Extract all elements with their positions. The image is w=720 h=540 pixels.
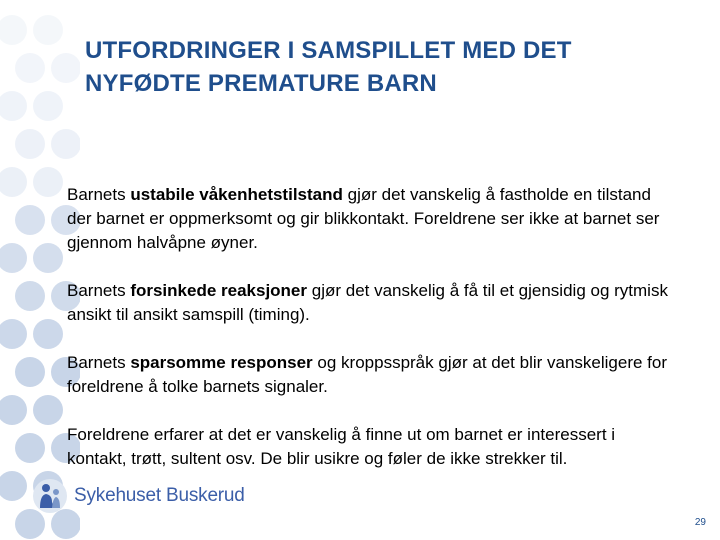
decorative-dot: [15, 53, 45, 83]
decorative-dot: [0, 243, 27, 273]
paragraph-2-text-start: Barnets: [67, 281, 131, 300]
decorative-dot: [15, 205, 45, 235]
page-number: 29: [694, 517, 706, 528]
decorative-dot: [0, 319, 27, 349]
person-logo-icon: [32, 478, 68, 514]
decorative-dot: [33, 167, 63, 197]
hospital-logo: [32, 478, 245, 514]
decorative-dot: [15, 433, 45, 463]
title-line-1: UTFORDRINGER I SAMSPILLET MED DET: [85, 37, 572, 64]
paragraph-3-text-start: Barnets: [67, 353, 131, 372]
paragraph-3-text-end: og kroppsspråk gjør at det blir vanskeligere for foreldrene å tolke barnets signaler.: [67, 353, 668, 396]
paragraph-3: [67, 351, 677, 399]
decorative-dot: [51, 129, 80, 159]
paragraph-2-text-end: gjør det vanskelig å få til et gjensidig og rytmisk ansikt til ansikt samspill (timing).: [67, 281, 668, 324]
decorative-dot: [0, 91, 27, 121]
decorative-dot: [33, 319, 63, 349]
decorative-dot: [33, 91, 63, 121]
paragraph-1-emphasis: ustabile våkenhetstilstand: [130, 185, 343, 204]
decorative-dot: [15, 357, 45, 387]
decorative-dot: [0, 395, 27, 425]
decorative-dot: [0, 15, 27, 45]
decorative-dot: [0, 167, 27, 197]
paragraph-2-emphasis: forsinkede reaksjoner: [130, 281, 308, 300]
decorative-dot: [15, 129, 45, 159]
paragraph-4: Foreldrene erfarer at det er vanskelig å finne ut om barnet er interessert i kontakt, trøtt, sultent osv. De blir usikre og føler de ikke strekker til.: [67, 425, 616, 468]
decorative-dot: [33, 243, 63, 273]
paragraph-1: [67, 183, 677, 255]
logo-text: Sykehuset Buskerud: [74, 485, 245, 506]
decorative-dot: [33, 15, 63, 45]
paragraph-3-emphasis: sparsomme responser: [130, 353, 313, 372]
title-line-2: NYFØDTE PREMATURE BARN: [85, 70, 437, 97]
paragraph-2: [67, 279, 677, 327]
paragraph-1-text-end: gjør det vanskelig å fastholde en tilstand der barnet er oppmerksomt og gir blikkontakt. Foreldrene ser ikke at barnet ser gjennom halvåpne øyner.: [67, 185, 660, 252]
slide-title: [85, 34, 685, 100]
decorative-dot: [0, 471, 27, 501]
paragraph-1-text-start: Barnets: [67, 185, 131, 204]
decorative-dot: [51, 53, 80, 83]
decorative-dot: [15, 281, 45, 311]
decorative-dot: [33, 395, 63, 425]
